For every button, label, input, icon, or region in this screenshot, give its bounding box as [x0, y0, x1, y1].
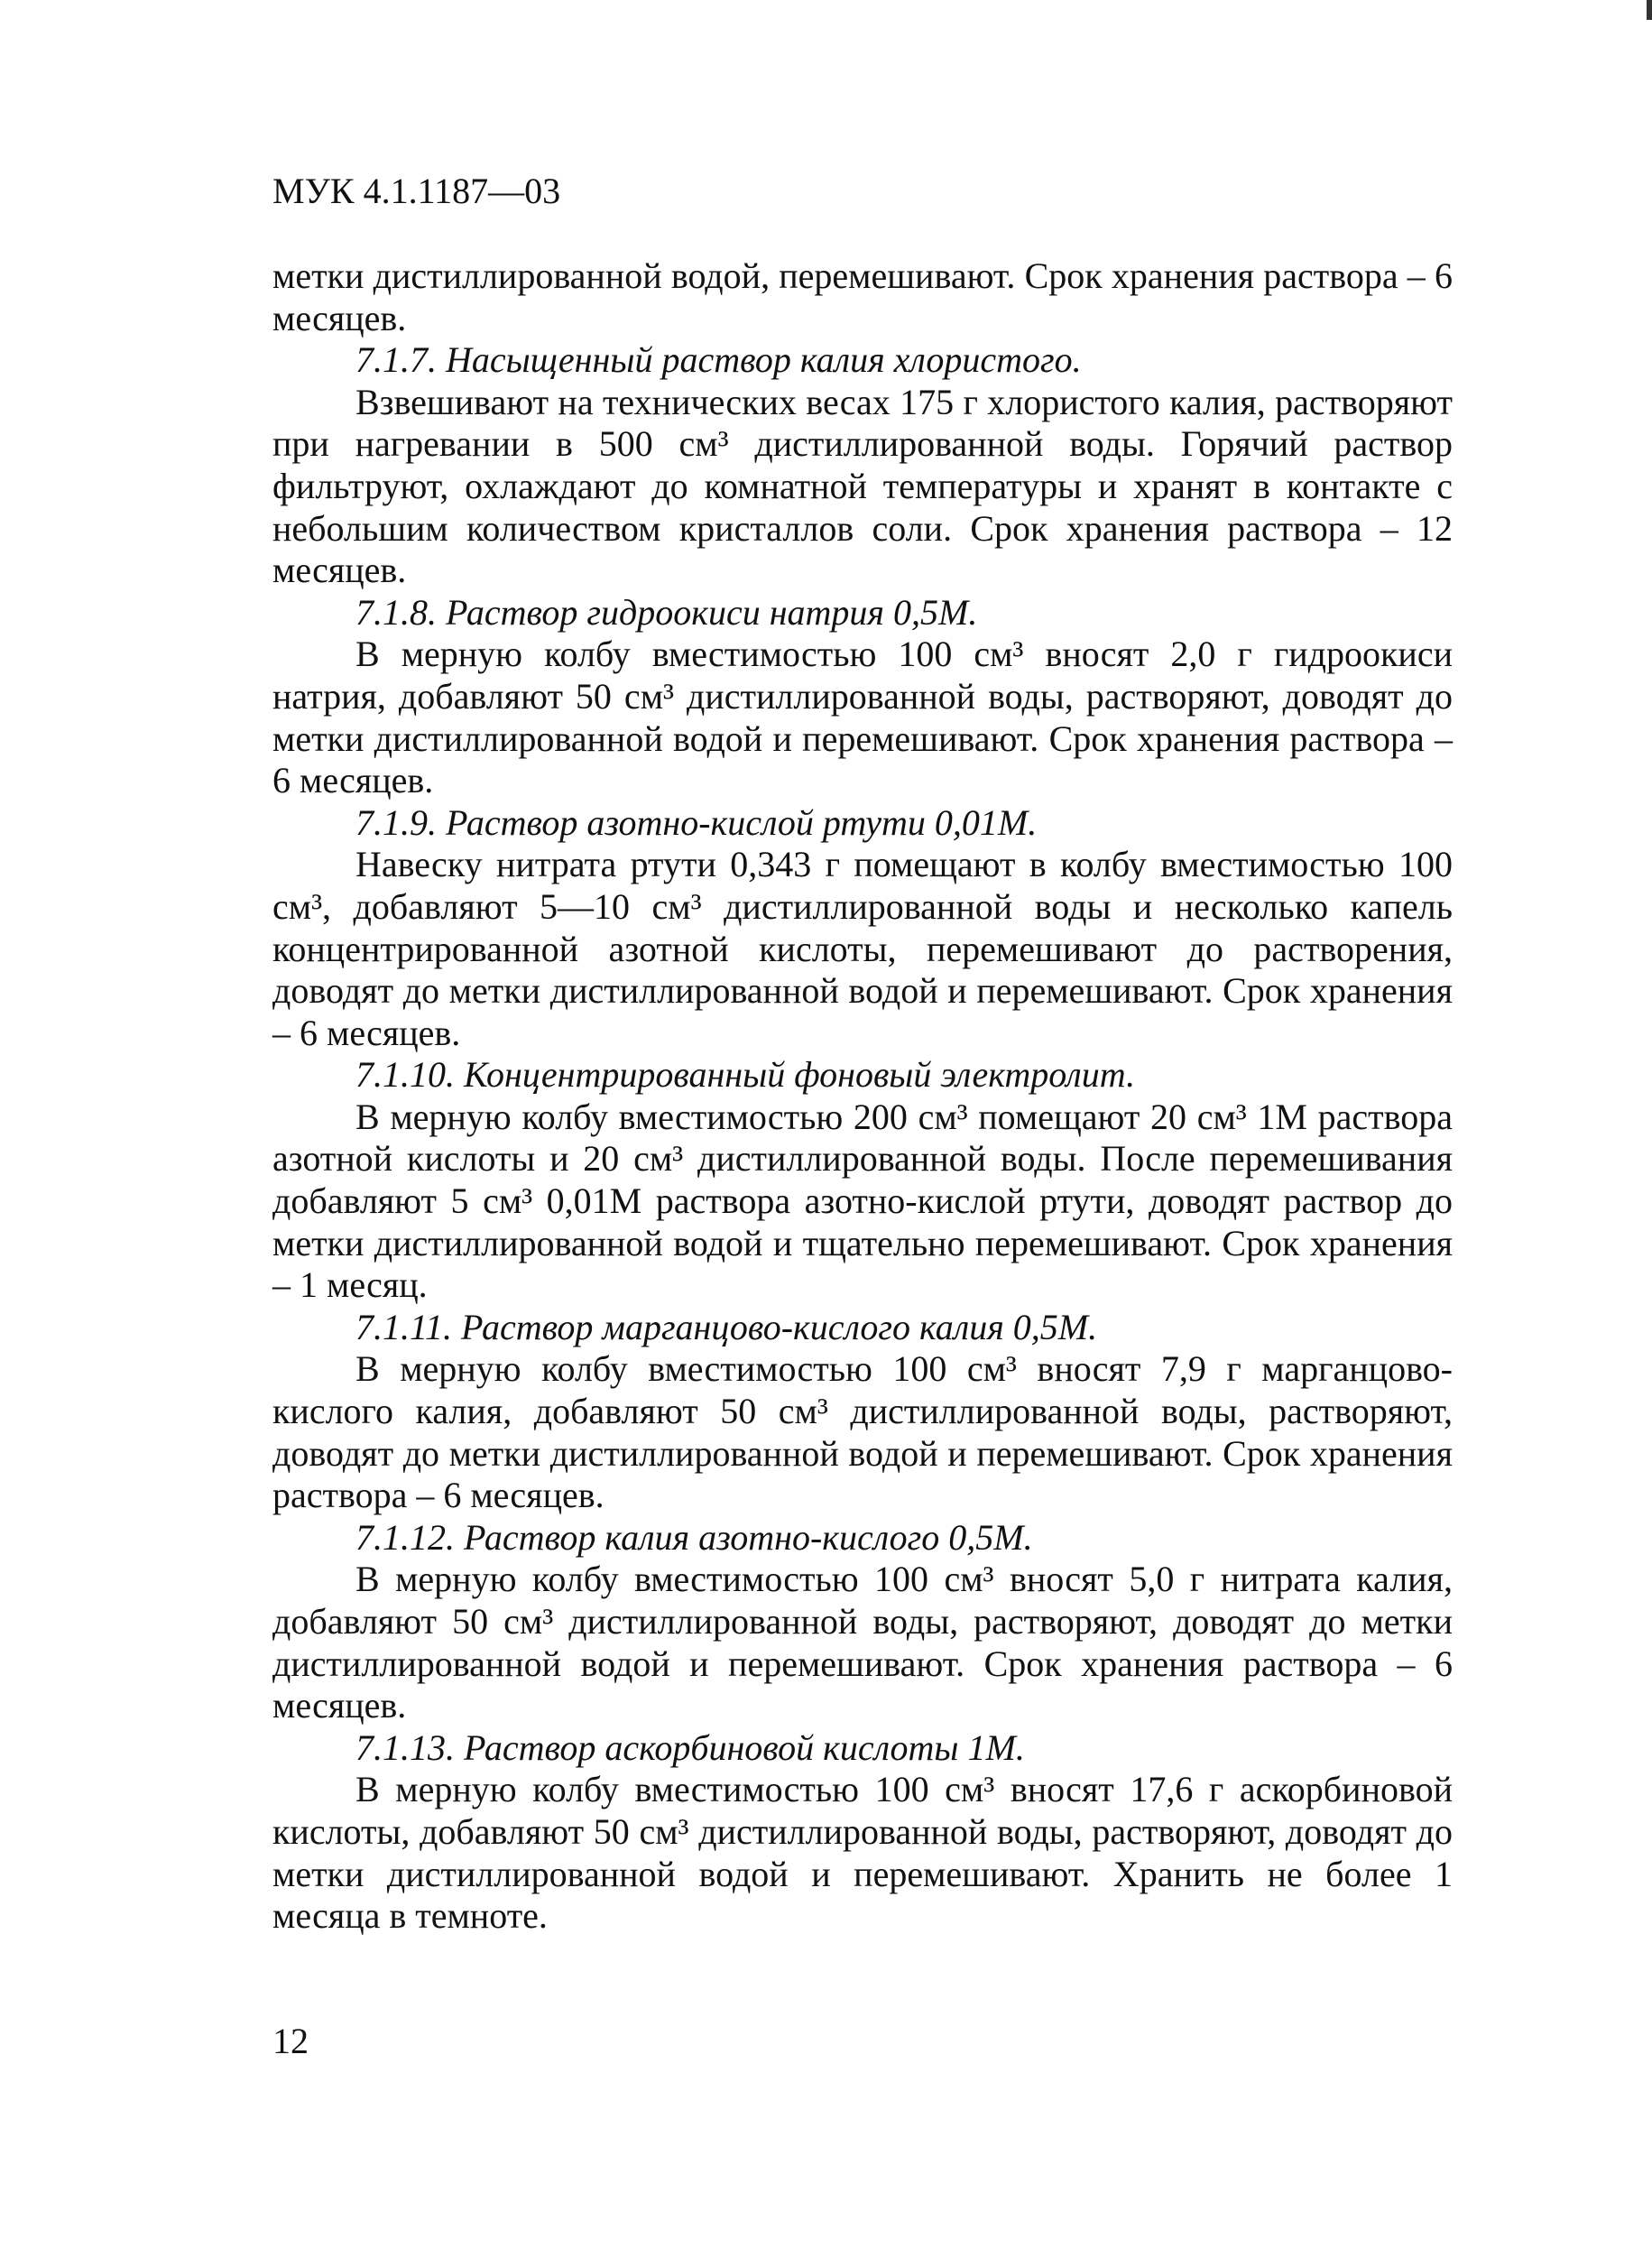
paragraph-7-1-9: Навеску нитрата ртути 0,343 г помещают в колбу вместимостью 100 см³, добавляют 5—10 см³ дистиллированной воды и несколько капель концентрированной азотной кислоты, перемешивают до растворения, доводят до метки дистиллированной водой и перемешивают. Срок хранения – 6 месяцев.: [272, 844, 1453, 1053]
paragraph-7-1-12: В мерную колбу вместимостью 100 см³ вносят 5,0 г нитрата калия, добавляют 50 см³ дистиллированной воды, растворяют, доводят до метки дистиллированной водой и перемешивают. Срок хранения раствора – 6 месяцев.: [272, 1559, 1453, 1726]
page-number: 12: [272, 2021, 309, 2061]
document-body: [272, 255, 1453, 1938]
section-heading-7-1-13: 7.1.13. Раствор аскорбиновой кислоты 1М.: [355, 1726, 1025, 1768]
scan-edge-mark: [1647, 0, 1652, 20]
section-heading-7-1-12: 7.1.12. Раствор калия азотно-кислого 0,5М.: [355, 1516, 1033, 1558]
section-heading-7-1-11: 7.1.11. Раствор марганцово-кислого калия 0,5М.: [355, 1306, 1098, 1347]
paragraph-continuation: метки дистиллированной водой, перемешивают. Срок хранения раствора – 6 месяцев.: [272, 255, 1453, 338]
paragraph-7-1-10: В мерную колбу вместимостью 200 см³ помещают 20 см³ 1М раствора азотной кислоты и 20 см³ дистиллированной воды. После перемешивания добавляют 5 см³ 0,01М раствора азотно-кислой ртути, доводят раствор до метки дистиллированной водой и тщательно перемешивают. Срок хранения – 1 месяц.: [272, 1096, 1453, 1306]
paragraph-7-1-13: В мерную колбу вместимостью 100 см³ вносят 17,6 г аскорбиновой кислоты, добавляют 50 см³ дистиллированной воды, растворяют, доводят до метки дистиллированной водой и перемешивают. Хранить не более 1 месяца в темноте.: [272, 1769, 1453, 1937]
paragraph-7-1-11: В мерную колбу вместимостью 100 см³ вносят 7,9 г марганцово-кислого калия, добавляют 50 см³ дистиллированной воды, растворяют, доводят до метки дистиллированной водой и перемешивают. Срок хранения раствора – 6 месяцев.: [272, 1348, 1453, 1516]
paragraph-7-1-8: В мерную колбу вместимостью 100 см³ вносят 2,0 г гидроокиси натрия, добавляют 50 см³ дистиллированной воды, растворяют, доводят до метки дистиллированной водой и перемешивают. Срок хранения раствора – 6 месяцев.: [272, 634, 1453, 801]
section-heading-7-1-8: 7.1.8. Раствор гидроокиси натрия 0,5М.: [355, 591, 978, 633]
document-header: МУК 4.1.1187—03: [272, 171, 561, 211]
paragraph-7-1-7: Взвешивают на технических весах 175 г хлористого калия, растворяют при нагревании в 500 см³ дистиллированной воды. Горячий раствор фильтруют, охлаждают до комнатной температуры и хранят в контакте с небольшим количеством кристаллов соли. Срок хранения раствора – 12 месяцев.: [272, 381, 1453, 591]
section-heading-7-1-9: 7.1.9. Раствор азотно-кислой ртути 0,01М.: [355, 801, 1038, 843]
section-heading-7-1-10: 7.1.10. Концентрированный фоновый электролит.: [355, 1054, 1136, 1096]
section-heading-7-1-7: 7.1.7. Насыщенный раствор калия хлористого.: [355, 339, 1082, 381]
